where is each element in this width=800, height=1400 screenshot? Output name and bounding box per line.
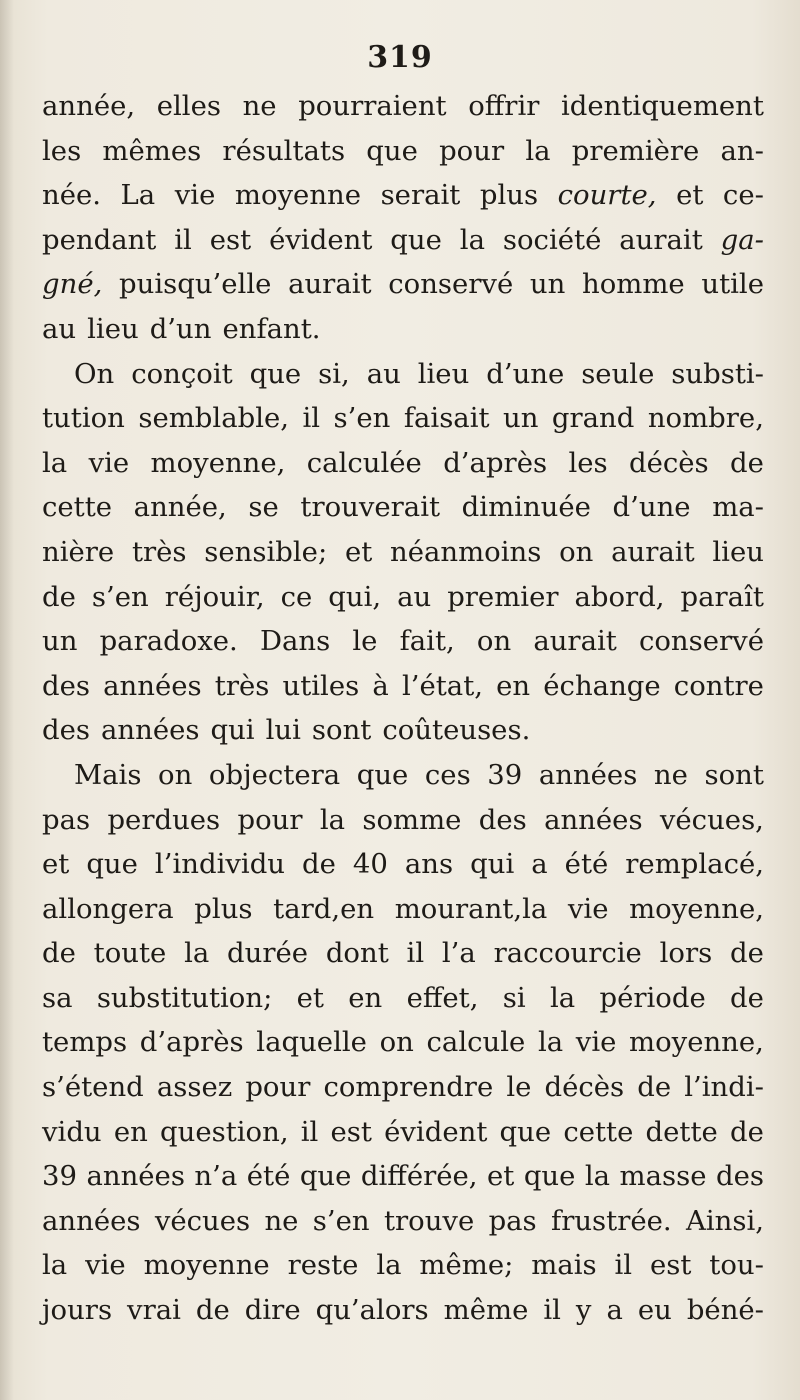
word: en	[496, 669, 531, 702]
text-line	[42, 1065, 764, 1110]
word: cette	[563, 1115, 634, 1148]
word: année,	[42, 90, 136, 122]
word: assez	[156, 1071, 233, 1104]
word: elles	[156, 90, 221, 122]
word: années	[544, 803, 643, 836]
word: effet,	[406, 981, 479, 1014]
word: ma-	[712, 491, 764, 524]
word: paradoxe.	[99, 625, 238, 658]
word: il	[543, 1294, 561, 1327]
word: calculée	[306, 446, 422, 479]
text-line	[42, 262, 764, 307]
word: conservé	[388, 268, 514, 301]
text-line	[42, 976, 764, 1021]
text-line	[42, 1020, 764, 1065]
word: paraît	[680, 580, 764, 613]
word: diminuée	[461, 491, 591, 524]
word: aurait	[619, 223, 703, 256]
word: an-	[720, 134, 764, 167]
word: il	[614, 1249, 633, 1282]
word: les	[42, 134, 82, 167]
word: même;	[419, 1249, 514, 1282]
word: conservé	[638, 625, 764, 658]
word: Dans	[259, 625, 331, 658]
word: est	[649, 1249, 692, 1282]
word: la	[525, 134, 551, 167]
word: toute	[93, 937, 167, 970]
text-line	[42, 530, 764, 575]
text-line	[42, 1288, 764, 1333]
word: nière	[42, 535, 115, 568]
word: dette	[645, 1115, 718, 1148]
word: aurait	[611, 535, 695, 568]
word: au	[397, 580, 432, 613]
word: on	[379, 1026, 414, 1059]
word: que	[390, 223, 442, 256]
word: d’après	[139, 1026, 244, 1059]
text-line	[42, 708, 764, 753]
word: d’un	[149, 312, 212, 345]
word: née.	[42, 179, 102, 212]
word: sont	[704, 758, 764, 791]
word: et	[344, 535, 373, 568]
word: aurait	[288, 268, 372, 301]
word: 39	[42, 1160, 77, 1193]
word: moyenne	[234, 179, 362, 212]
word: à	[372, 669, 389, 702]
word: pendant	[42, 223, 157, 256]
text-line	[42, 1110, 764, 1155]
word: ces	[424, 758, 471, 791]
word: si	[502, 981, 526, 1014]
word: vrai	[127, 1294, 181, 1327]
word: offrir	[468, 90, 540, 122]
word: enfant.	[222, 312, 321, 345]
word: qui	[210, 714, 255, 747]
word: l’a	[441, 937, 476, 970]
word: et	[296, 981, 324, 1014]
word: vie	[85, 1249, 126, 1282]
word: s’en	[333, 402, 391, 435]
word: vécues	[154, 1204, 251, 1237]
text-line	[42, 84, 764, 129]
text-line	[42, 441, 764, 486]
word: mourant,la	[394, 892, 548, 925]
word: tou-	[709, 1249, 764, 1282]
word: de	[730, 981, 764, 1014]
word: aurait	[533, 625, 617, 658]
word: vie	[88, 446, 130, 479]
text-line	[42, 798, 764, 843]
word: remplacé,	[625, 848, 764, 881]
word: la	[319, 803, 346, 836]
text-line	[42, 575, 764, 620]
word: en	[348, 981, 383, 1014]
word: serait	[380, 179, 461, 212]
word: d’après	[443, 446, 548, 479]
word: la	[584, 1160, 611, 1193]
word: ans	[404, 848, 454, 881]
word: pour	[439, 134, 505, 167]
word: de	[730, 446, 764, 479]
word: l’individu	[154, 848, 286, 881]
word: le	[352, 625, 378, 658]
text-line	[42, 218, 764, 263]
word: substitution;	[96, 981, 273, 1014]
word: vie	[174, 179, 216, 212]
word: lui	[265, 714, 301, 747]
word: année,	[133, 491, 227, 524]
word: conçoit	[131, 357, 233, 390]
text-line	[42, 664, 764, 709]
word: sa	[42, 981, 73, 1014]
text-line	[42, 396, 764, 441]
word: vie	[567, 892, 609, 925]
text-line	[42, 307, 764, 352]
word: tution	[42, 402, 125, 435]
word: calcule	[426, 1026, 526, 1059]
word: au	[366, 357, 401, 390]
word: ne	[242, 90, 277, 122]
word: et	[676, 179, 704, 212]
word: la	[42, 446, 68, 479]
word: dire	[244, 1294, 301, 1327]
text-line	[42, 129, 764, 174]
word: question,	[160, 1115, 289, 1148]
word: pourraient	[298, 90, 447, 122]
word: que	[86, 848, 138, 881]
word: vidu	[42, 1115, 102, 1148]
word: des	[42, 714, 90, 747]
word: s’étend	[42, 1071, 144, 1104]
word: été	[564, 848, 609, 881]
word: ne	[264, 1204, 299, 1237]
word: il	[174, 223, 192, 256]
word: semblable,	[138, 402, 290, 435]
word: grand	[551, 402, 635, 435]
word: puisqu’elle	[119, 268, 272, 301]
word: objectera	[208, 758, 341, 791]
word: la	[459, 223, 485, 256]
word: décès	[629, 446, 709, 479]
word: au	[42, 312, 77, 345]
word: la	[376, 1249, 402, 1282]
word: reste	[287, 1249, 359, 1282]
text-line	[42, 352, 764, 397]
word: échange	[543, 669, 661, 702]
body-text	[42, 84, 764, 1333]
word: pour	[237, 803, 303, 836]
word: est	[209, 223, 252, 256]
word: raccourcie	[493, 937, 642, 970]
word: temps	[42, 1026, 128, 1059]
word: on	[559, 535, 594, 568]
word: de	[729, 937, 764, 970]
word: fait,	[399, 625, 455, 658]
word: tard,en	[273, 892, 375, 925]
word: réjouir,	[164, 580, 265, 613]
word: on	[476, 625, 512, 658]
word: moyenne,	[629, 892, 764, 925]
text-line	[42, 753, 764, 798]
word: plus	[194, 892, 253, 925]
word: somme	[362, 803, 462, 836]
word: dont	[325, 937, 389, 970]
word: comprendre	[323, 1071, 494, 1104]
word: masse	[619, 1160, 707, 1193]
word: vécues,	[659, 803, 764, 836]
word: de	[729, 1115, 764, 1148]
word: jours	[42, 1294, 113, 1327]
word: trouve	[383, 1204, 475, 1237]
word: de	[637, 1071, 672, 1104]
word: de	[42, 580, 76, 613]
word: homme	[582, 268, 685, 301]
word: utiles	[282, 669, 360, 702]
word: on	[158, 758, 193, 791]
word: des	[42, 669, 90, 702]
word: abord,	[574, 580, 665, 613]
word: a	[606, 1294, 623, 1327]
word: s’en	[91, 580, 149, 613]
word: pas	[488, 1204, 537, 1237]
word: néanmoins	[390, 535, 542, 568]
word: première	[571, 134, 700, 167]
word: sensible;	[204, 535, 328, 568]
word: la	[42, 1249, 68, 1282]
word: d’une	[612, 491, 691, 524]
word: résultats	[222, 134, 346, 167]
gutter-shadow	[0, 0, 14, 1400]
word: il	[302, 402, 321, 435]
text-line	[42, 619, 764, 664]
word: faisait	[403, 402, 490, 435]
word: même	[443, 1294, 529, 1327]
word: sont	[311, 714, 372, 747]
word: frustrée.	[551, 1204, 672, 1237]
word: gné,	[42, 268, 103, 301]
text-line	[42, 1243, 764, 1288]
word: béné-	[686, 1294, 764, 1327]
text-line	[42, 931, 764, 976]
word: que	[356, 758, 409, 791]
word: il	[300, 1115, 319, 1148]
word: un	[503, 402, 539, 435]
word: y	[575, 1294, 592, 1327]
word: de	[195, 1294, 230, 1327]
word: mêmes	[102, 134, 202, 167]
text-line	[42, 1199, 764, 1244]
word: qu’alors	[315, 1294, 429, 1327]
word: que	[499, 1115, 552, 1148]
text-line	[42, 1154, 764, 1199]
word: de	[302, 848, 336, 881]
word: qui,	[328, 580, 382, 613]
word: qui	[470, 848, 515, 881]
word: et	[487, 1160, 515, 1193]
word: coûteuses.	[382, 714, 531, 747]
word: été	[246, 1160, 291, 1193]
word: années	[42, 1204, 141, 1237]
word: que	[299, 1160, 352, 1193]
word: la	[537, 1026, 564, 1059]
word: très	[131, 535, 187, 568]
word: de	[42, 937, 76, 970]
word: ce-	[722, 179, 764, 212]
word: l’indi-	[684, 1071, 764, 1104]
word: premier	[447, 580, 559, 613]
word: est	[330, 1115, 372, 1148]
word: années	[86, 1160, 185, 1193]
word: évident	[269, 223, 373, 256]
word: l’état,	[401, 669, 483, 702]
word: que	[366, 134, 418, 167]
text-line	[42, 887, 764, 932]
word: des	[478, 803, 527, 836]
text-line	[42, 485, 764, 530]
word: les	[568, 446, 608, 479]
word: moyenne,	[150, 446, 286, 479]
word: La	[120, 179, 156, 212]
word: laquelle	[256, 1026, 367, 1059]
word: pas	[42, 803, 91, 836]
word: substi-	[671, 357, 764, 390]
word: perdues	[107, 803, 221, 836]
word: pour	[245, 1071, 311, 1104]
word: 39	[487, 758, 523, 791]
word: s’en	[312, 1204, 370, 1237]
word: nombre,	[647, 402, 764, 435]
word: années	[538, 758, 638, 791]
word: allongera	[42, 892, 174, 925]
word: cette	[42, 491, 113, 524]
word: et	[42, 848, 70, 881]
word: se	[248, 491, 279, 524]
word: un	[42, 625, 78, 658]
word: lieu	[712, 535, 764, 568]
word: en	[113, 1115, 148, 1148]
word: il	[406, 937, 425, 970]
word: courte,	[557, 179, 657, 212]
word: plus	[479, 179, 539, 212]
word: le	[506, 1071, 532, 1104]
word: période	[599, 981, 706, 1014]
word: ga-	[720, 223, 764, 256]
word: identiquement	[561, 90, 764, 122]
word: On	[74, 357, 115, 390]
word: a	[531, 848, 548, 881]
word: ne	[653, 758, 688, 791]
word: n’a	[194, 1160, 238, 1193]
word: la	[549, 981, 576, 1014]
word: si,	[318, 357, 350, 390]
word: moyenne	[143, 1249, 270, 1282]
word: utile	[701, 268, 764, 301]
word: trouverait	[300, 491, 441, 524]
word: vie	[575, 1026, 617, 1059]
word: années	[101, 714, 200, 747]
word: années	[103, 669, 202, 702]
word: que	[523, 1160, 576, 1193]
word: Mais	[74, 758, 142, 791]
word: ce	[280, 580, 313, 613]
word: un	[529, 268, 566, 301]
word: la	[184, 937, 210, 970]
text-line	[42, 842, 764, 887]
page-number: 319	[367, 40, 433, 75]
word: eu	[637, 1294, 672, 1327]
word: lieu	[417, 357, 470, 390]
word: décès	[544, 1071, 625, 1104]
word: d’une	[486, 357, 565, 390]
word: seule	[581, 357, 655, 390]
word: différée,	[360, 1160, 478, 1193]
word: évident	[384, 1115, 488, 1148]
text-line	[42, 173, 764, 218]
word: société	[502, 223, 602, 256]
word: mais	[531, 1249, 597, 1282]
word: 40	[352, 848, 388, 881]
word: que	[249, 357, 302, 390]
word: moyenne,	[629, 1026, 764, 1059]
word: lors	[659, 937, 713, 970]
word: durée	[227, 937, 309, 970]
word: des	[716, 1160, 764, 1193]
word: contre	[673, 669, 764, 702]
word: lieu	[87, 312, 139, 345]
word: Ainsi,	[685, 1204, 764, 1237]
word: très	[214, 669, 270, 702]
